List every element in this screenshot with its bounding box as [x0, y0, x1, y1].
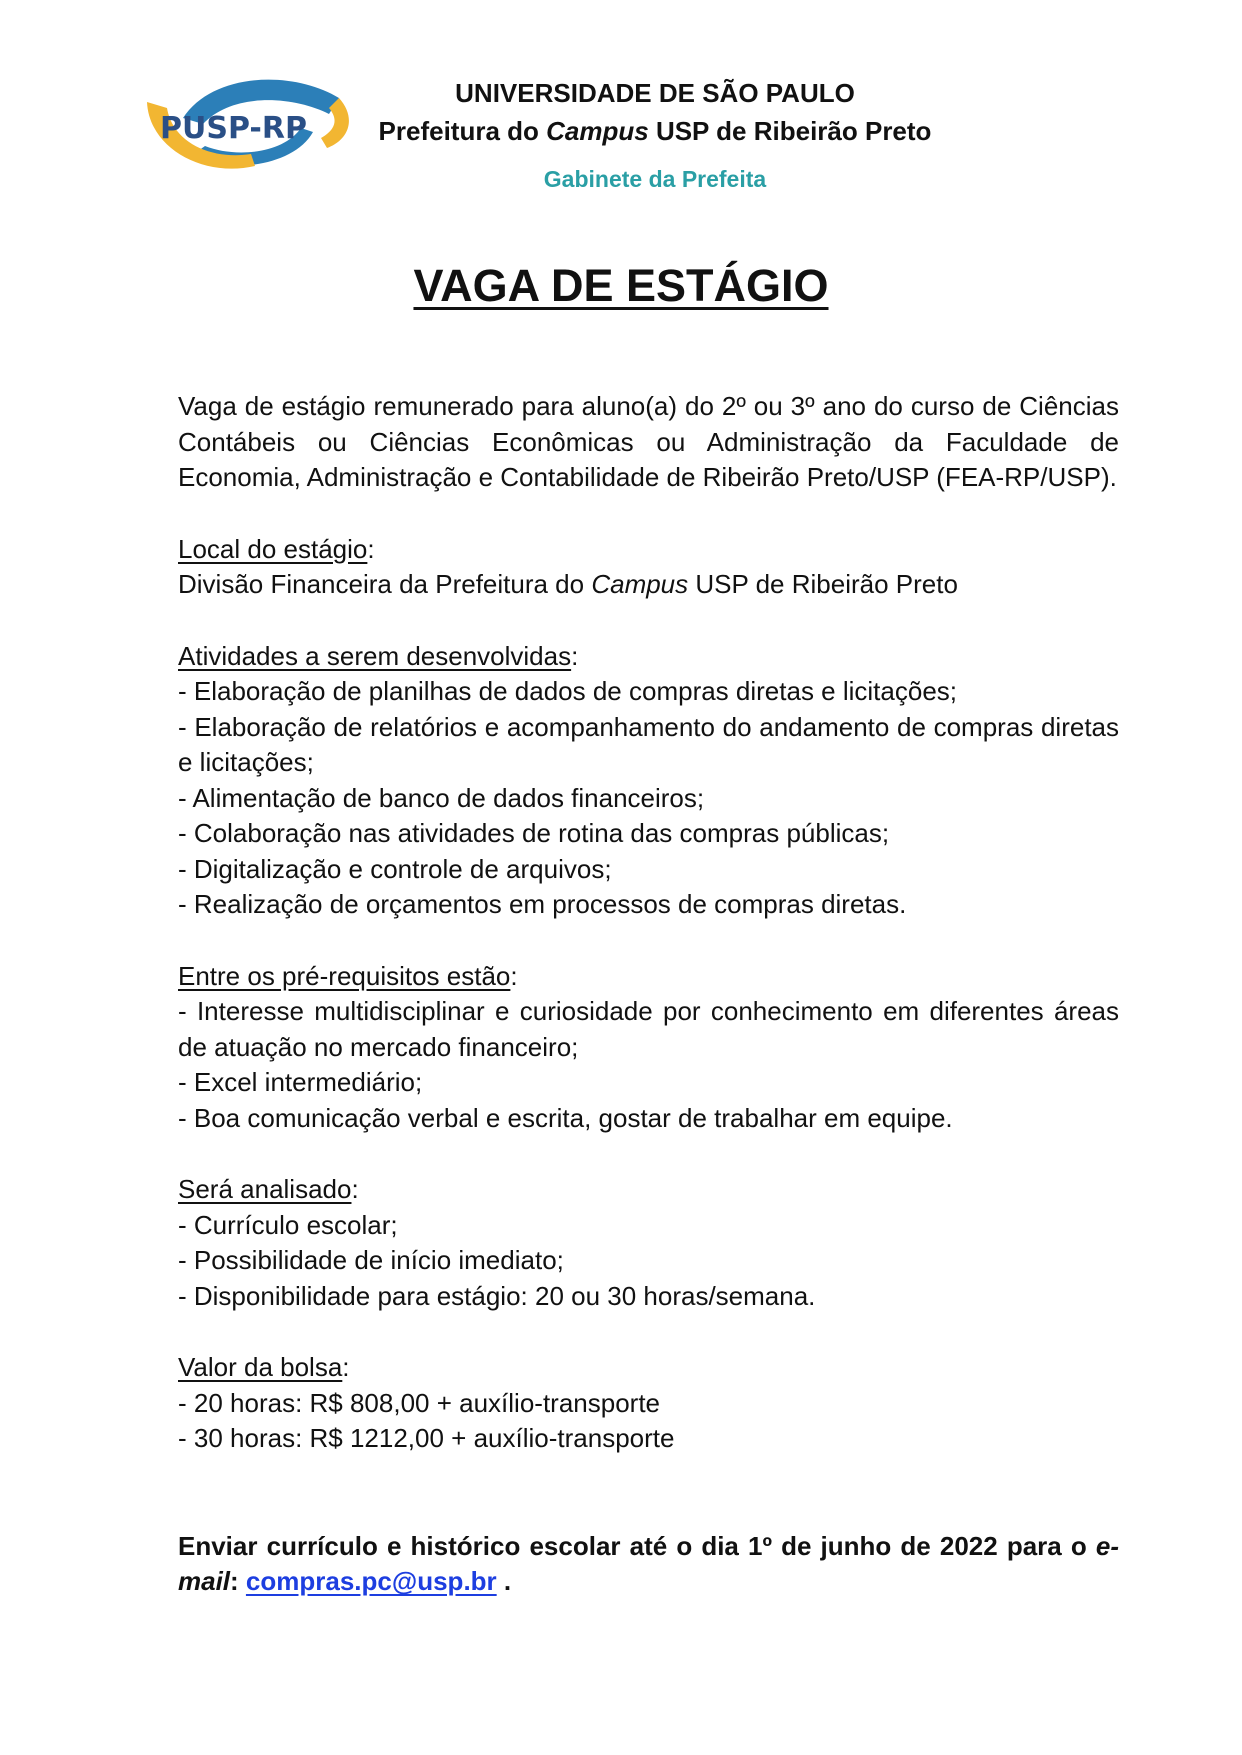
bolsa-heading: Valor da bolsa:: [178, 1352, 350, 1382]
atividades-heading: Atividades a serem desenvolvidas:: [178, 640, 579, 671]
list-item: - Elaboração de planilhas de dados de compras diretas e licitações;: [178, 676, 958, 706]
list-item: - Digitalização e controle de arquivos;: [178, 853, 612, 884]
email-link[interactable]: compras.pc@usp.br: [245, 1566, 497, 1596]
analisado-heading: Será analisado:: [178, 1174, 359, 1204]
logo-text: PUSP-RP: [160, 111, 307, 146]
list-item: - Colaboração nas atividades de rotina das compras públicas;: [178, 818, 890, 848]
list-item: - Realização de orçamentos em processos de compras diretas.: [178, 889, 907, 919]
local-heading: Local do estágio:: [178, 533, 375, 564]
list-item: - Excel intermediário;: [178, 1067, 423, 1097]
gabinete-label: Gabinete da Prefeita: [543, 166, 767, 192]
list-item: - Interesse multidisciplinar e curiosidade por conhecimento em diferentes áreas de atuação no mercado financeiro;: [178, 996, 1119, 1062]
list-item: - 30 horas: R$ 1212,00 + auxílio-transporte: [178, 1423, 675, 1453]
list-item: - Possibilidade de início imediato;: [178, 1245, 564, 1275]
document-body: [178, 389, 1119, 1600]
list-item: - Disponibilidade para estágio: 20 ou 30 horas/semana.: [178, 1280, 816, 1311]
pusp-rp-logo: [143, 78, 355, 173]
list-item: - Alimentação de banco de dados financeiros;: [178, 782, 705, 813]
requisitos-heading: Entre os pré-requisitos estão:: [178, 960, 518, 991]
document-header: [370, 74, 940, 194]
list-item: - Boa comunicação verbal e escrita, gostar de trabalhar em equipe.: [178, 1102, 953, 1133]
list-item: - 20 horas: R$ 808,00 + auxílio-transporte: [178, 1387, 661, 1418]
prefeitura-name: Prefeitura do Campus USP de Ribeirão Preto: [378, 116, 932, 146]
page-title: VAGA DE ESTÁGIO: [413, 260, 829, 311]
list-item: - Elaboração de relatórios e acompanhamento do andamento de compras diretas e licitações;: [178, 711, 1119, 777]
intro-paragraph: Vaga de estágio remunerado para aluno(a) do 2º ou 3º ano do curso de Ciências Contábeis ou Ciências Econômicas ou Administração da Faculdade de Economia, Administração e Contabilidade de Ribeirão Preto/USP (FEA-RP/USP).: [178, 391, 1119, 492]
footer-instructions: Enviar currículo e histórico escolar até o dia 1º de junho de 2022 para o e-mail: compras.pc@usp.br .: [178, 1530, 1119, 1596]
university-name: UNIVERSIDADE DE SÃO PAULO: [455, 78, 855, 108]
list-item: - Currículo escolar;: [178, 1209, 398, 1240]
local-text: Divisão Financeira da Prefeitura do Campus USP de Ribeirão Preto: [178, 569, 958, 599]
